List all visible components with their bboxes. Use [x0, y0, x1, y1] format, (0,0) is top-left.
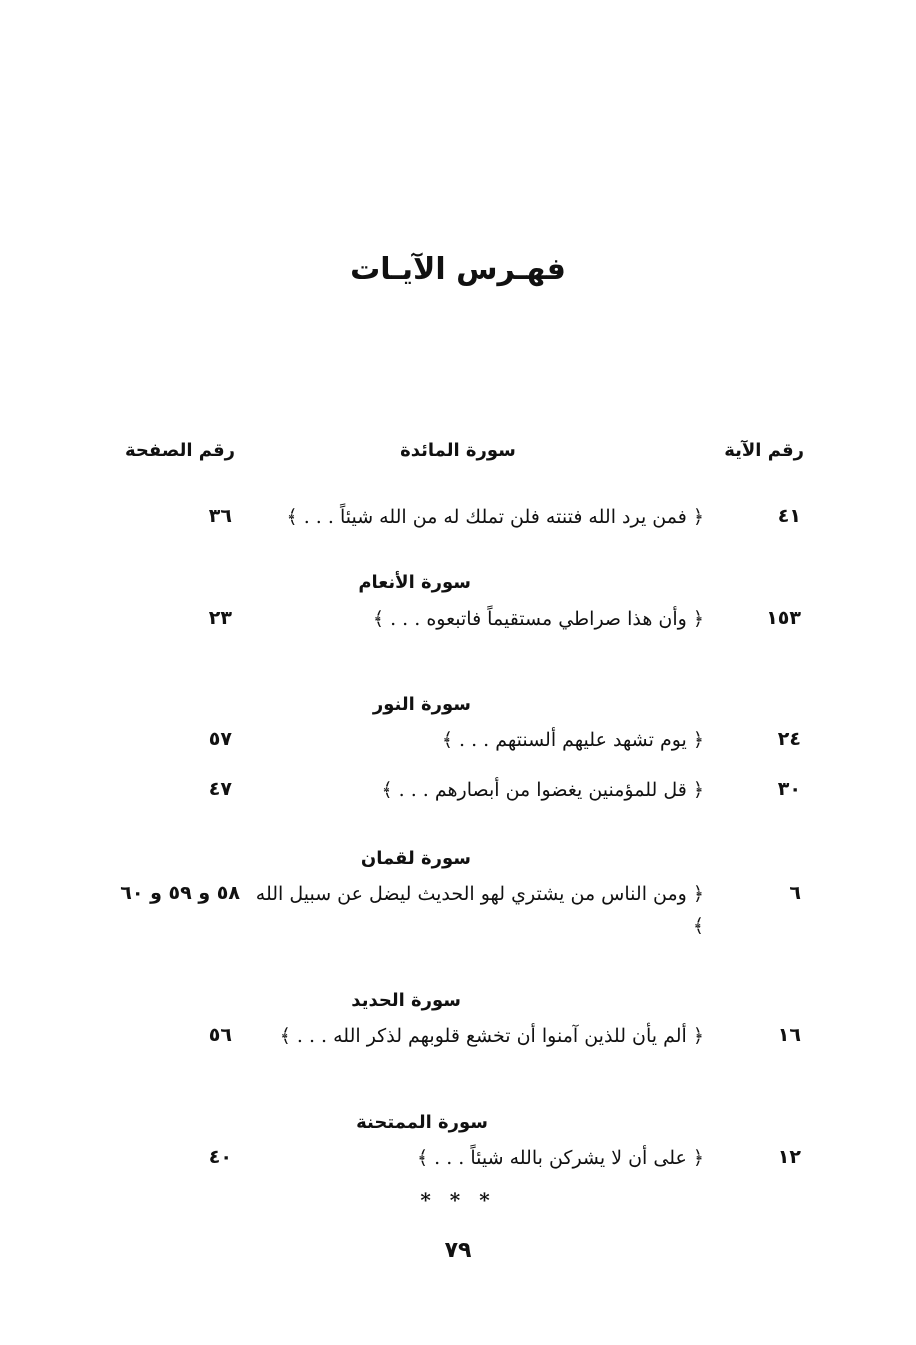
page-reference: ٢٣ [208, 607, 232, 629]
page-reference: ٥٦ [208, 1024, 232, 1046]
verse-number: ١٢ [777, 1146, 801, 1168]
verse-number: ٦ [789, 882, 801, 904]
verse-text: ﴿ ألم يأن للذين آمنوا أن تخشع قلوبهم لذكر الله . . . ﴾ [279, 1025, 704, 1047]
verse-number: ٤١ [777, 505, 801, 527]
page-reference: ٥٧ [208, 728, 232, 750]
page-reference: ٣٦ [208, 505, 232, 527]
page-reference: ٥٨ و ٥٩ و ٦٠ [120, 882, 240, 904]
page-reference: ٤٠ [208, 1146, 232, 1168]
verse-text: ﴿ ومن الناس من يشتري لهو الحديث ليضل عن سبيل الله ﴾ [255, 883, 704, 937]
header-page-number: رقم الصفحة [125, 440, 236, 461]
verse-text: ﴿ وأن هذا صراطي مستقيماً فاتبعوه . . . ﴾ [372, 608, 704, 630]
surah-heading: سورة الحديد [351, 990, 461, 1011]
surah-heading: سورة الأنعام [358, 572, 471, 593]
page-reference: ٤٧ [208, 778, 232, 800]
header-surah-maidah: سورة المائدة [400, 440, 516, 461]
page-number: ٧٩ [444, 1238, 472, 1263]
page-title: فهـرس الآيـات [350, 252, 566, 287]
verse-text: ﴿ يوم تشهد عليهم ألسنتهم . . . ﴾ [441, 729, 704, 751]
verse-number: ١٦ [777, 1024, 801, 1046]
verse-number: ٣٠ [777, 778, 801, 800]
header-verse-number: رقم الآية [724, 440, 804, 461]
verse-text: ﴿ قل للمؤمنين يغضوا من أبصارهم . . . ﴾ [381, 779, 704, 801]
surah-heading: سورة لقمان [360, 848, 471, 869]
verse-number: ٢٤ [777, 728, 801, 750]
verse-text: ﴿ على أن لا يشركن بالله شيئاً . . . ﴾ [416, 1147, 704, 1169]
end-ornament: * * * [420, 1188, 496, 1212]
verse-text: ﴿ فمن يرد الله فتنته فلن تملك له من الله شيئاً . . . ﴾ [286, 506, 704, 528]
verse-number: ١٥٣ [766, 607, 801, 629]
surah-heading: سورة النور [372, 694, 471, 715]
surah-heading: سورة الممتحنة [356, 1112, 488, 1133]
